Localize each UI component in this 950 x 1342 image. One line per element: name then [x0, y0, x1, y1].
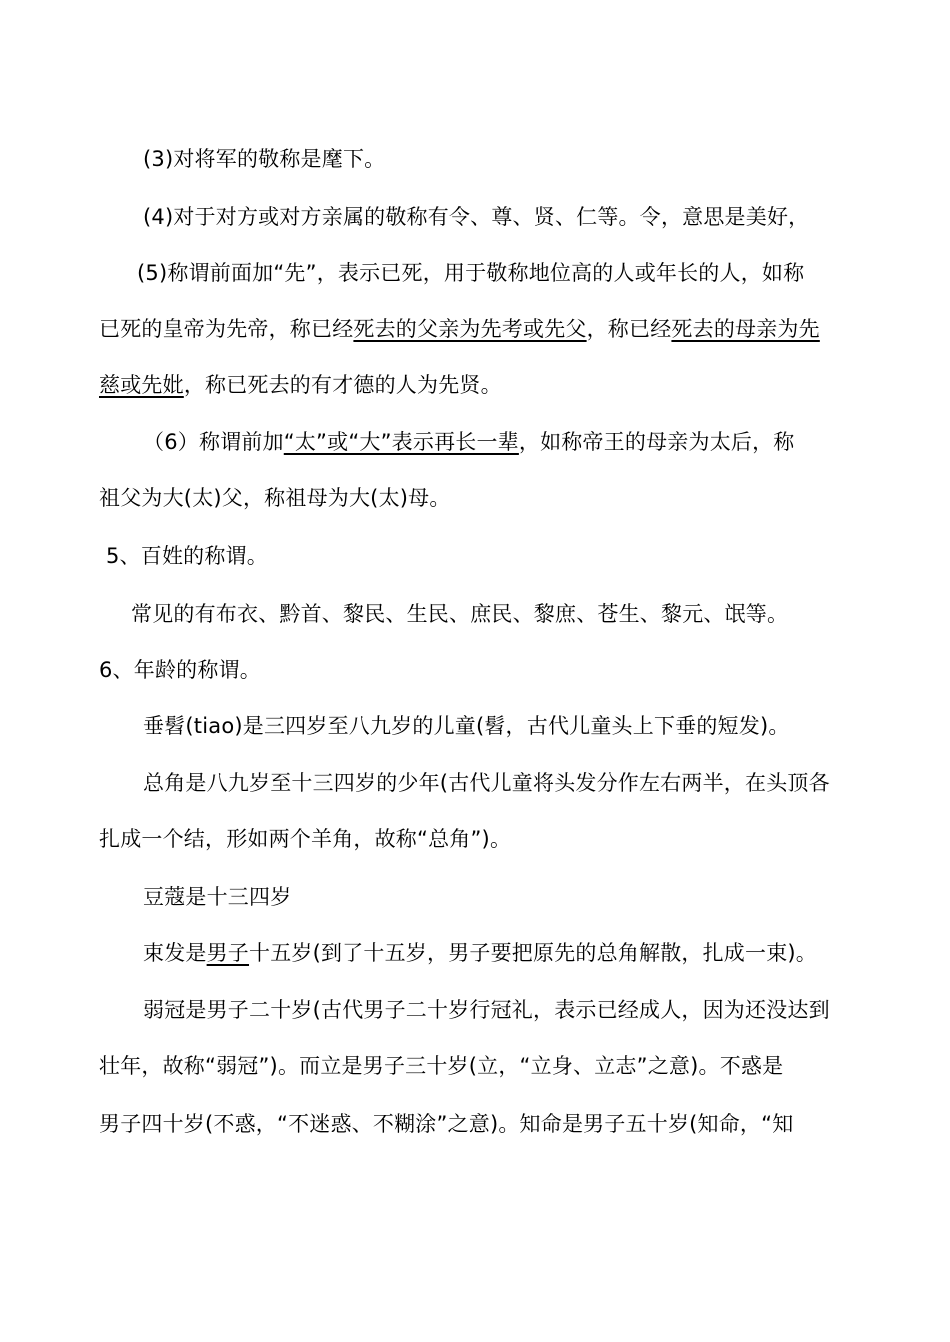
text-segment: (5)称谓前面加“先”，表示已死，用于敬称地位高的人或年长的人，如称 — [137, 261, 805, 285]
text-line — [143, 203, 809, 231]
text-line — [137, 259, 843, 287]
text-line — [99, 484, 451, 512]
underlined-text: “太”或“大”表示再长一辈 — [283, 430, 519, 454]
text-segment: 6、年龄的称谓。 — [99, 658, 261, 682]
text-segment: 十五岁(到了十五岁，男子要把原先的总角解散，扎成一束)。 — [249, 941, 817, 965]
text-line — [99, 656, 261, 684]
text-line — [99, 825, 511, 853]
text-line — [143, 883, 291, 911]
text-line — [99, 371, 502, 399]
text-segment: 豆蔻是十三四岁 — [143, 885, 292, 909]
text-segment: 壮年，故称“弱冠”)。而立是男子三十岁(立，“立身、立志”之意)。不惑是 — [99, 1054, 784, 1078]
underlined-text: 死去的母亲为先 — [671, 317, 820, 341]
text-line — [143, 712, 790, 740]
text-line — [99, 1052, 843, 1080]
text-line — [143, 769, 849, 797]
text-line — [143, 145, 385, 173]
text-segment: ，称已死去的有才德的人为先贤。 — [183, 373, 502, 397]
text-segment: (3)对将军的敬称是麾下。 — [143, 147, 386, 171]
text-segment: (4)对于对方或对方亲属的敬称有令、尊、贤、仁等。令，意思是美好， — [143, 205, 810, 229]
text-line — [131, 600, 788, 628]
text-line — [99, 1110, 843, 1138]
text-segment: 束发是 — [143, 941, 207, 965]
text-segment: 弱冠是男子二十岁(古代男子二十岁行冠礼，表示已经成人，因为还没达到 — [143, 998, 830, 1022]
text-segment: 已死的皇帝为先帝，称已经 — [99, 317, 354, 341]
text-segment: 5、百姓的称谓。 — [106, 544, 268, 568]
text-segment: 总角是八九岁至十三四岁的少年(古代儿童将头发分作左右两半，在头顶各 — [143, 771, 830, 795]
text-line — [106, 542, 268, 570]
underlined-text: 慈或先妣 — [99, 373, 184, 397]
text-line — [143, 939, 817, 967]
text-segment: 垂髫(tiao)是三四岁至八九岁的儿童(髫，古代儿童头上下垂的短发)。 — [143, 714, 790, 738]
text-line — [143, 428, 843, 456]
text-segment: 祖父为大(太)父，称祖母为大(太)母。 — [99, 486, 451, 510]
underlined-text: 男子 — [206, 941, 250, 965]
text-segment: 常见的有布衣、黔首、黎民、生民、庶民、黎庶、苍生、黎元、氓等。 — [131, 602, 789, 626]
text-segment: ，如称帝王的母亲为太后，称 — [518, 430, 795, 454]
text-segment: 扎成一个结，形如两个羊角，故称“总角”)。 — [99, 827, 512, 851]
text-segment: 男子四十岁(不惑，“不迷惑、不糊涂”之意)。知命是男子五十岁(知命，“知 — [99, 1112, 794, 1136]
text-line — [143, 996, 849, 1024]
text-segment: ，称已经 — [586, 317, 672, 341]
underlined-text: 死去的父亲为先考或先父 — [353, 317, 587, 341]
text-segment: （6）称谓前加 — [143, 430, 284, 454]
text-line — [99, 315, 843, 343]
